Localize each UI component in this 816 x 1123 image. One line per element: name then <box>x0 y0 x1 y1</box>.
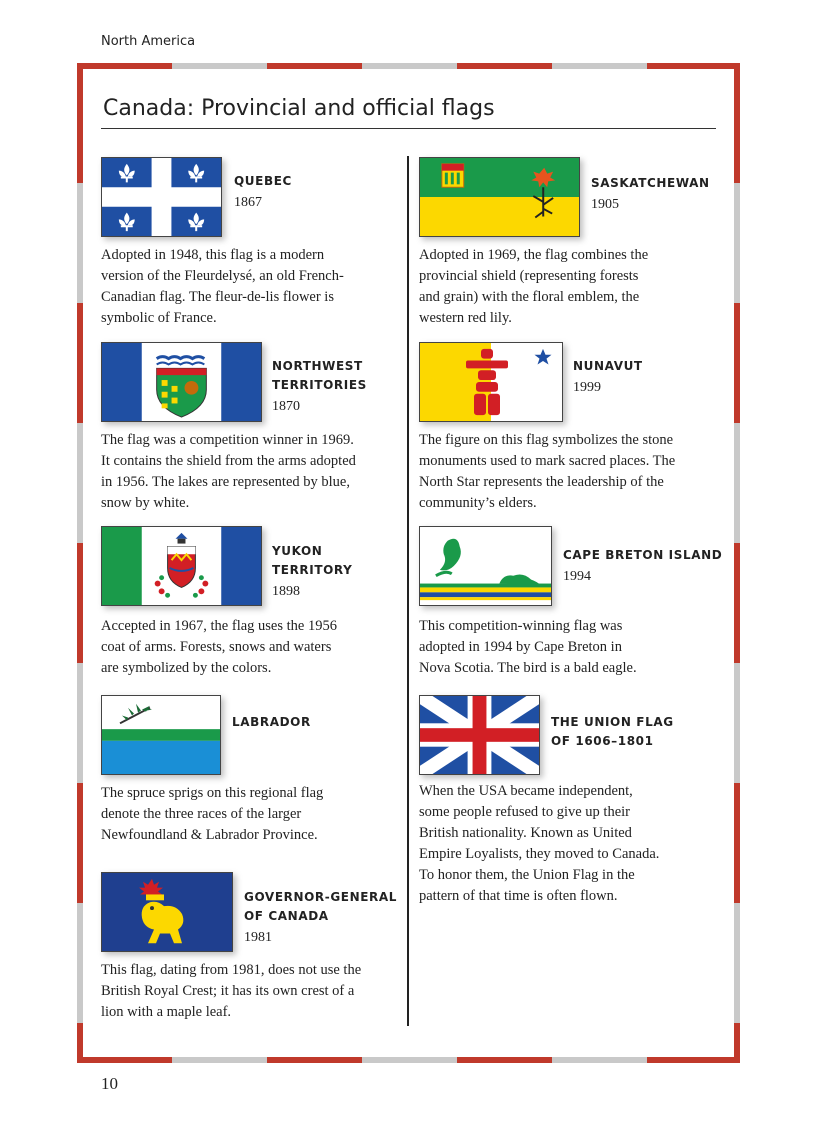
desc-line: To honor them, the Union Flag in the <box>419 867 635 883</box>
desc-line: are symbolized by the colors. <box>101 660 272 676</box>
flag-name-line: QUEBEC <box>234 174 292 188</box>
labrador-flag-image <box>101 695 221 775</box>
desc-line: This flag, dating from 1981, does not use the <box>101 962 362 978</box>
flag-name-line: NORTHWEST <box>272 359 363 373</box>
desc-line: pattern of that time is often flown. <box>419 888 618 904</box>
desc-line: Canadian flag. The fleur-de-lis flower is <box>101 289 334 305</box>
yukon-description <box>101 616 337 679</box>
border-bottom <box>77 1057 740 1063</box>
border-right <box>734 63 740 1063</box>
saskatchewan-description <box>419 245 648 329</box>
flag-year: 1870 <box>272 399 300 414</box>
flag-year: 1867 <box>234 195 262 210</box>
desc-line: version of the Fleurdelysé, an old French- <box>101 268 344 284</box>
flag-name-line: TERRITORY <box>272 563 353 577</box>
flag-name-line: TERRITORIES <box>272 378 367 392</box>
flag-year: 1905 <box>591 197 619 212</box>
quebec-label <box>234 172 292 212</box>
desc-line: western red lily. <box>419 310 512 326</box>
desc-line: coat of arms. Forests, snows and waters <box>101 639 332 655</box>
flag-name-line: YUKON <box>272 544 323 558</box>
column-divider <box>407 156 409 1026</box>
desc-line: some people refused to give up their <box>419 804 630 820</box>
flag-year: 1999 <box>573 380 601 395</box>
desc-line: Accepted in 1967, the flag uses the 1956 <box>101 618 337 634</box>
flag-name-line: LABRADOR <box>232 715 311 729</box>
desc-line: This competition-winning flag was <box>419 618 623 634</box>
border-left <box>77 63 83 1063</box>
yukon-label <box>272 542 352 601</box>
nunavut-flag-image <box>419 342 563 422</box>
flag-year: 1898 <box>272 584 300 599</box>
running-head: North America <box>101 34 196 49</box>
union-flag-label <box>551 713 674 751</box>
cape-breton-flag-image <box>419 526 552 606</box>
governor-general-description <box>101 960 361 1023</box>
desc-line: in 1956. The lakes are represented by blue, <box>101 474 350 490</box>
flag-name-line: OF CANADA <box>244 909 329 923</box>
border-top <box>77 63 740 69</box>
flag-name-line: SASKATCHEWAN <box>591 176 710 190</box>
desc-line: provincial shield (representing forests <box>419 268 639 284</box>
desc-line: symbolic of France. <box>101 310 217 326</box>
flag-name-line: THE UNION FLAG <box>551 715 674 729</box>
flag-year: 1994 <box>563 569 591 584</box>
desc-line: The flag was a competition winner in 1969. <box>101 432 354 448</box>
page-number: 10 <box>101 1074 118 1093</box>
northwest-territories-flag-image <box>101 342 262 422</box>
desc-line: Empire Loyalists, they moved to Canada. <box>419 846 660 862</box>
desc-line: denote the three races of the larger <box>101 806 302 822</box>
desc-line: The figure on this flag symbolizes the stone <box>419 432 674 448</box>
flag-name-line: OF 1606–1801 <box>551 734 654 748</box>
desc-line: When the USA became independent, <box>419 783 633 799</box>
governor-general-flag-image <box>101 872 233 952</box>
desc-line: monuments used to mark sacred places. The <box>419 453 676 469</box>
desc-line: lion with a maple leaf. <box>101 1004 232 1020</box>
desc-line: The spruce sprigs on this regional flag <box>101 785 324 801</box>
labrador-label <box>232 713 311 732</box>
flag-name-line: GOVERNOR-GENERAL <box>244 890 397 904</box>
desc-line: and grain) with the floral emblem, the <box>419 289 640 305</box>
saskatchewan-label <box>591 174 710 214</box>
union-flag-description <box>419 781 659 907</box>
desc-line: Adopted in 1969, the flag combines the <box>419 247 649 263</box>
cape-breton-description <box>419 616 637 679</box>
page-title: Canada: Provincial and official flags <box>103 96 495 121</box>
desc-line: It contains the shield from the arms adopted <box>101 453 356 469</box>
quebec-flag-image <box>101 157 222 237</box>
title-rule <box>101 128 716 129</box>
flag-name-line: NUNAVUT <box>573 359 643 373</box>
desc-line: Newfoundland & Labrador Province. <box>101 827 318 843</box>
saskatchewan-flag-image <box>419 157 580 237</box>
desc-line: community’s elders. <box>419 495 537 511</box>
flag-name-line: CAPE BRETON ISLAND <box>563 548 723 562</box>
northwest-territories-label <box>272 357 367 416</box>
union-flag-image <box>419 695 540 775</box>
desc-line: North Star represents the leadership of the <box>419 474 664 490</box>
desc-line: Nova Scotia. The bird is a bald eagle. <box>419 660 637 676</box>
northwest-territories-description <box>101 430 356 514</box>
nunavut-description <box>419 430 675 514</box>
governor-general-label <box>244 888 397 947</box>
desc-line: Adopted in 1948, this flag is a modern <box>101 247 325 263</box>
nunavut-label <box>573 357 643 397</box>
flag-year: 1981 <box>244 930 272 945</box>
desc-line: adopted in 1994 by Cape Breton in <box>419 639 622 655</box>
cape-breton-label <box>563 546 722 586</box>
desc-line: snow by white. <box>101 495 190 511</box>
labrador-description <box>101 783 323 846</box>
desc-line: British nationality. Known as United <box>419 825 632 841</box>
yukon-flag-image <box>101 526 262 606</box>
quebec-description <box>101 245 344 329</box>
desc-line: British Royal Crest; it has its own crest of a <box>101 983 355 999</box>
